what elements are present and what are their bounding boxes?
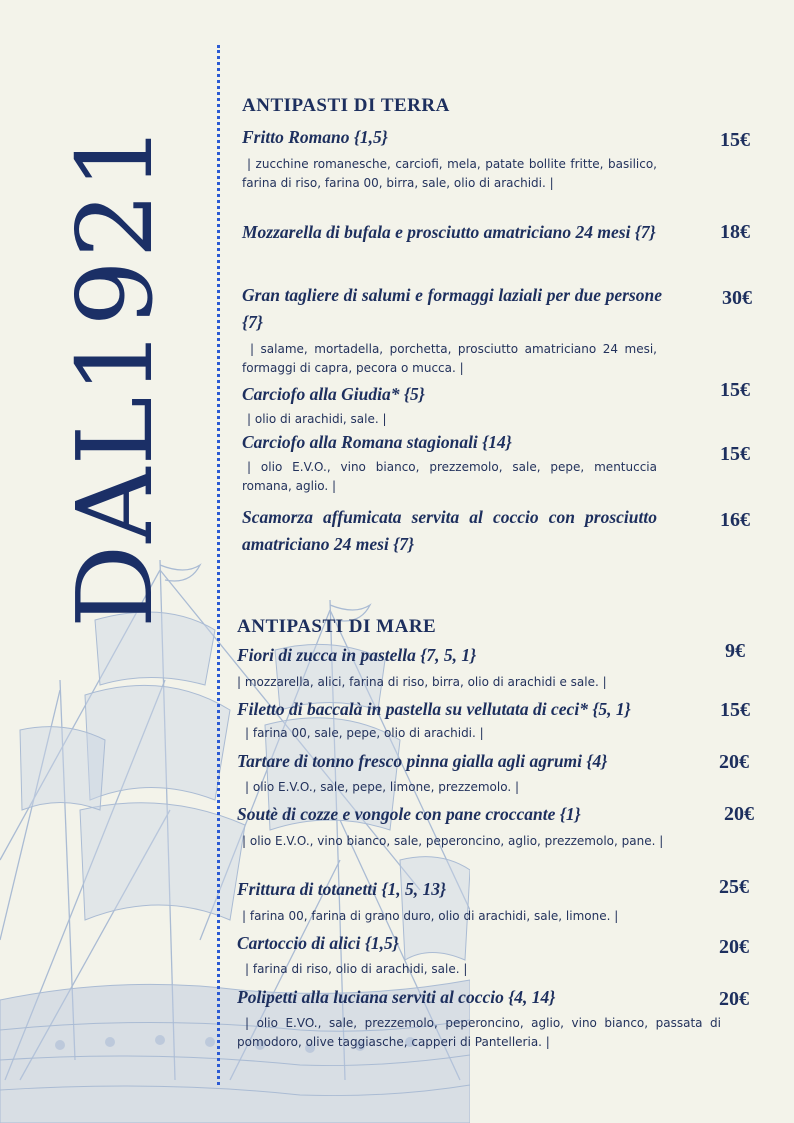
dish-price: 15€ xyxy=(720,443,750,465)
dish-ingredients: | farina 00, sale, pepe, olio di arachidi. | xyxy=(245,726,484,740)
dish-name: Fiori di zucca in pastella {7, 5, 1} xyxy=(237,645,477,665)
dish-ingredients: | olio E.VO., sale, prezzemolo, peperoncino, aglio, vino bianco, passata di pomodoro, olive taggiasche, capperi di Pantelleria. | xyxy=(237,1016,721,1049)
dish-name: Gran tagliere di salumi e formaggi laziali per due persone {7} xyxy=(242,285,662,332)
brand-logo xyxy=(54,95,177,655)
dish-name: Fritto Romano {1,5} xyxy=(242,127,388,147)
dish-name: Soutè di cozze e vongole con pane croccante {1} xyxy=(237,804,581,824)
dotted-divider xyxy=(217,45,220,1085)
dish-name: Carciofo alla Giudia* {5} xyxy=(242,384,425,404)
dish-ingredients: | olio E.V.O., vino bianco, prezzemolo, sale, pepe, mentuccia romana, aglio. | xyxy=(242,460,657,493)
dish-price: 25€ xyxy=(719,876,749,898)
dish-name: Scamorza affumicata servita al coccio con prosciutto amatriciano 24 mesi {7} xyxy=(242,507,657,554)
dish-name: Tartare di tonno fresco pinna gialla agli agrumi {4} xyxy=(237,751,608,771)
dish-price: 15€ xyxy=(720,699,750,721)
dish-ingredients: | farina 00, farina di grano duro, olio di arachidi, sale, limone. | xyxy=(242,909,619,923)
dish-name: Cartoccio di alici {1,5} xyxy=(237,933,399,953)
dish-ingredients: | salame, mortadella, porchetta, prosciutto amatriciano 24 mesi, formaggi di capra, pecora o mucca. | xyxy=(242,342,657,375)
dish-price: 20€ xyxy=(724,803,754,825)
dish-ingredients: | olio di arachidi, sale. | xyxy=(247,412,387,426)
dish-ingredients: | olio E.V.O., vino bianco, sale, peperoncino, aglio, prezzemolo, pane. | xyxy=(242,834,664,848)
dish-ingredients: | zucchine romanesche, carciofi, mela, patate bollite fritte, basilico, farina di riso, farina 00, birra, sale, olio di arachidi. | xyxy=(242,157,657,190)
section-title-terra: ANTIPASTI DI TERRA xyxy=(242,95,450,116)
dish-name: Carciofo alla Romana stagionali {14} xyxy=(242,432,512,452)
dish-price: 20€ xyxy=(719,751,749,773)
dish-price: 18€ xyxy=(720,221,750,243)
dish-ingredients: | mozzarella, alici, farina di riso, birra, olio di arachidi e sale. | xyxy=(237,675,607,689)
dish-name: Polipetti alla luciana serviti al coccio {4, 14} xyxy=(237,987,556,1007)
dish-price: 9€ xyxy=(725,640,745,662)
dish-price: 20€ xyxy=(719,936,749,958)
dish-name: Filetto di baccalà in pastella su vellutata di ceci* {5, 1} xyxy=(237,699,631,719)
dish-name: Frittura di totanetti {1, 5, 13} xyxy=(237,879,447,899)
dish-price: 15€ xyxy=(720,129,750,151)
dish-price: 30€ xyxy=(722,287,752,309)
section-title-mare: ANTIPASTI DI MARE xyxy=(237,616,437,637)
brand-text: DAL1921 xyxy=(54,121,177,629)
dish-price: 20€ xyxy=(719,988,749,1010)
dish-ingredients: | farina di riso, olio di arachidi, sale. | xyxy=(245,962,468,976)
dish-name: Mozzarella di bufala e prosciutto amatriciano 24 mesi {7} xyxy=(242,222,656,242)
dish-ingredients: | olio E.V.O., sale, pepe, limone, prezzemolo. | xyxy=(245,780,520,794)
dish-price: 16€ xyxy=(720,509,750,531)
dish-price: 15€ xyxy=(720,379,750,401)
